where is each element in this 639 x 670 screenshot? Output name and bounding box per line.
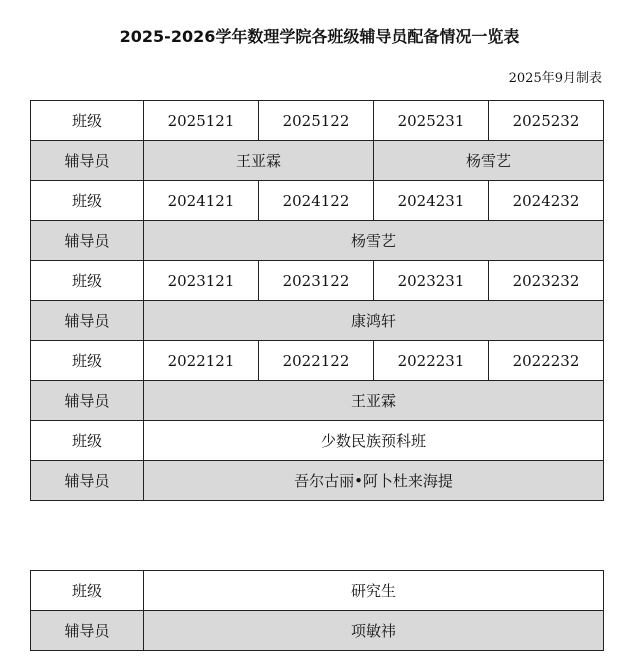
- counselor-label: 辅导员: [31, 381, 144, 421]
- page-title: 2025-2026学年数理学院各班级辅导员配备情况一览表: [119, 27, 520, 46]
- class-cell: 2022232: [489, 341, 604, 381]
- class-cell: 2025232: [489, 101, 604, 141]
- class-cell: 2023232: [489, 261, 604, 301]
- class-cell: 2024232: [489, 181, 604, 221]
- class-cell: 2022122: [259, 341, 374, 381]
- graduate-counselor-row: [31, 611, 604, 651]
- counselor-label: 辅导员: [31, 611, 144, 651]
- counselor-cell: 王亚霖: [144, 141, 374, 181]
- class-row: [31, 421, 604, 461]
- class-cell: 2022121: [144, 341, 259, 381]
- class-cell: 2025121: [144, 101, 259, 141]
- class-cell: 2024122: [259, 181, 374, 221]
- class-row: [31, 341, 604, 381]
- counselor-cell: 王亚霖: [144, 381, 604, 421]
- class-cell: 2025231: [374, 101, 489, 141]
- counselor-row: [31, 461, 604, 501]
- graduate-counselor-cell: 项敏祎: [144, 611, 604, 651]
- counselor-cell: 吾尔古丽•阿卜杜来海提: [144, 461, 604, 501]
- class-row: [31, 101, 604, 141]
- class-cell: 2024121: [144, 181, 259, 221]
- class-cell: 少数民族预科班: [144, 421, 604, 461]
- counselor-cell: 康鸿轩: [144, 301, 604, 341]
- class-label: 班级: [31, 181, 144, 221]
- graduate-class-row: [31, 571, 604, 611]
- counselor-table-body: [31, 101, 604, 501]
- class-cell: 2024231: [374, 181, 489, 221]
- counselor-cell: 杨雪艺: [374, 141, 604, 181]
- class-cell: 2025122: [259, 101, 374, 141]
- graduate-table: [30, 570, 604, 651]
- counselor-row: [31, 301, 604, 341]
- counselor-label: 辅导员: [31, 301, 144, 341]
- class-row: [31, 261, 604, 301]
- class-cell: 2023122: [259, 261, 374, 301]
- counselor-label: 辅导员: [31, 461, 144, 501]
- counselor-table: [30, 100, 604, 501]
- counselor-label: 辅导员: [31, 141, 144, 181]
- counselor-row: [31, 221, 604, 261]
- class-label: 班级: [31, 101, 144, 141]
- class-cell: 2022231: [374, 341, 489, 381]
- counselor-cell: 杨雪艺: [144, 221, 604, 261]
- class-label: 班级: [31, 571, 144, 611]
- class-cell: 2023121: [144, 261, 259, 301]
- counselor-row: [31, 381, 604, 421]
- made-date: 2025年9月制表: [508, 71, 602, 86]
- counselor-label: 辅导员: [31, 221, 144, 261]
- counselor-row: [31, 141, 604, 181]
- class-cell: 2023231: [374, 261, 489, 301]
- class-label: 班级: [31, 421, 144, 461]
- class-label: 班级: [31, 341, 144, 381]
- class-row: [31, 181, 604, 221]
- class-label: 班级: [31, 261, 144, 301]
- graduate-class-cell: 研究生: [144, 571, 604, 611]
